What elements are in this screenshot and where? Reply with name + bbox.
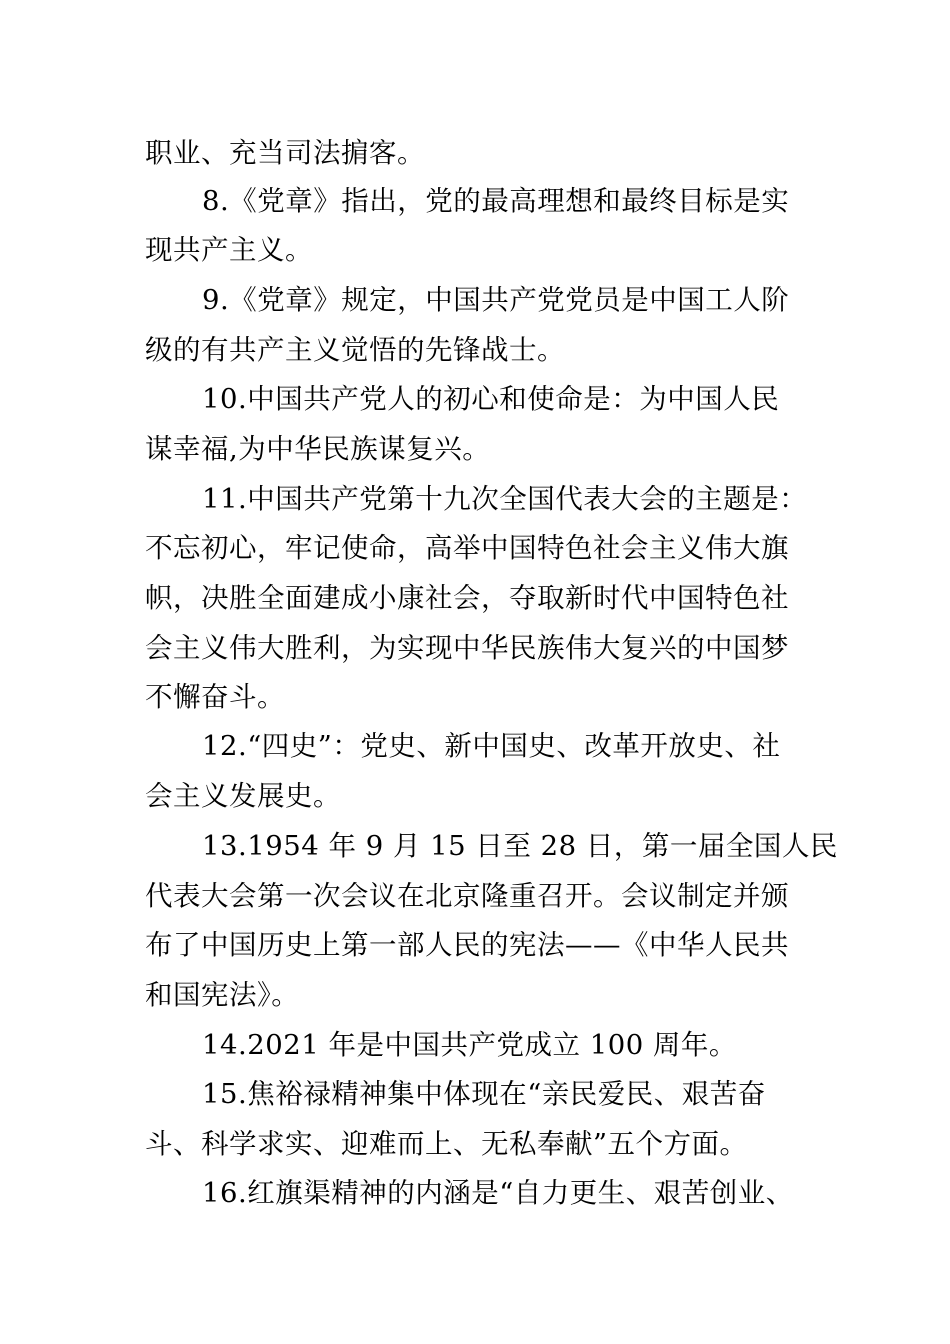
text-line: 级的有共产主义觉悟的先锋战士。 — [145, 334, 565, 366]
text-line: 12.“四史”：党史、新中国史、改革开放史、社 — [202, 730, 781, 762]
text-line: 不懈奋斗。 — [145, 681, 285, 713]
text-line: 代表大会第一次会议在北京隆重召开。会议制定并颁 — [145, 880, 789, 912]
text-line: 14.2021 年是中国共产党成立 100 周年。 — [202, 1029, 737, 1061]
text-line: 谋幸福,为中华民族谋复兴。 — [145, 433, 491, 465]
text-line: 8.《党章》指出，党的最高理想和最终目标是实 — [202, 185, 790, 217]
text-line: 现共产主义。 — [145, 234, 313, 266]
text-line: 会主义发展史。 — [145, 780, 341, 812]
text-line: 职业、充当司法掮客。 — [145, 137, 425, 169]
text-line: 10.中国共产党人的初心和使命是：为中国人民 — [202, 383, 780, 415]
text-line: 斗、科学求实、迎难而上、无私奉献”五个方面。 — [145, 1128, 748, 1160]
text-line: 16.红旗渠精神的内涵是“自力更生、艰苦创业、 — [202, 1177, 794, 1209]
text-line: 9.《党章》规定，中国共产党党员是中国工人阶 — [202, 284, 790, 316]
text-line: 15.焦裕禄精神集中体现在“亲民爱民、艰苦奋 — [202, 1078, 766, 1110]
text-line: 帜，决胜全面建成小康社会，夺取新时代中国特色社 — [145, 582, 789, 614]
text-line: 布了中国历史上第一部人民的宪法——《中华人民共 — [145, 929, 789, 961]
text-line: 和国宪法》。 — [145, 979, 300, 1011]
text-line: 会主义伟大胜利，为实现中华民族伟大复兴的中国梦 — [145, 632, 789, 664]
text-line: 11.中国共产党第十九次全国代表大会的主题是： — [202, 483, 808, 515]
text-line: 不忘初心，牢记使命，高举中国特色社会主义伟大旗 — [145, 532, 789, 564]
text-line: 13.1954 年 9 月 15 日至 28 日，第一届全国人民 — [202, 830, 838, 862]
